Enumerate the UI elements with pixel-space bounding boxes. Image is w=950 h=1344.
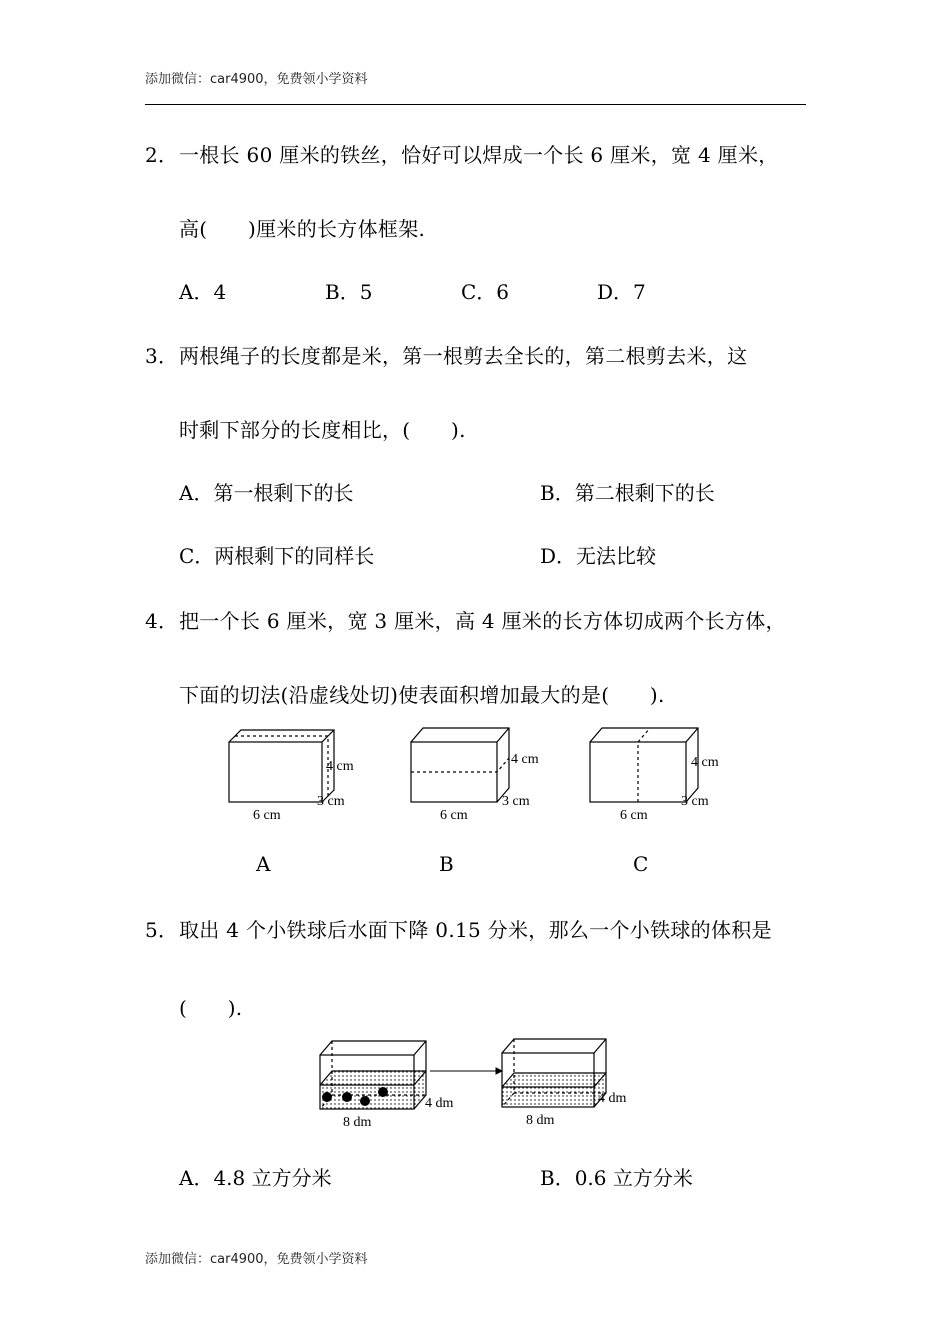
water-tank-figure <box>310 1035 640 1130</box>
question-number: 2． <box>145 143 179 167</box>
tank-after <box>502 1039 606 1107</box>
page-footer: 添加微信：car4900，免费领小学资料 <box>145 1252 368 1267</box>
option-a[interactable]: A．4 <box>179 280 227 304</box>
width-label: 3 cm <box>317 794 345 809</box>
question-text: 两根绳子的长度都是米，第一根剪去全长的，第二根剪去米，这 <box>179 344 748 368</box>
question-3-line2: 时剩下部分的长度相比，( ). <box>179 418 466 442</box>
height-label: 4 cm <box>511 752 539 767</box>
option-d[interactable]: D．无法比较 <box>540 544 657 568</box>
question-number: 3． <box>145 344 179 368</box>
figure-label-b[interactable]: B <box>439 852 454 876</box>
option-b[interactable]: B．第二根剩下的长 <box>540 481 715 505</box>
width-label: 3 cm <box>681 794 709 809</box>
question-3 <box>145 340 747 369</box>
question-text: 一根长 60 厘米的铁丝，恰好可以焊成一个长 6 厘米，宽 4 厘米， <box>179 143 779 167</box>
height-label: 4 dm <box>598 1091 627 1106</box>
option-a[interactable]: A．第一根剩下的长 <box>179 481 354 505</box>
box-c <box>590 728 698 802</box>
box-b <box>411 728 509 802</box>
option-c[interactable]: C．6 <box>461 280 510 304</box>
question-text: 取出 4 个小铁球后水面下降 0.15 分米，那么一个小铁球的体积是 <box>179 918 772 942</box>
question-number: 4． <box>145 609 179 633</box>
question-2 <box>145 139 779 168</box>
length-label: 6 cm <box>440 808 468 823</box>
question-text: 把一个长 6 厘米，宽 3 厘米，高 4 厘米的长方体切成两个长方体， <box>179 609 786 633</box>
question-2-line2: 高( )厘米的长方体框架. <box>179 217 426 241</box>
option-d[interactable]: D．7 <box>597 280 646 304</box>
figure-label-c[interactable]: C <box>633 852 649 876</box>
option-c[interactable]: C．两根剩下的同样长 <box>179 544 375 568</box>
figure-label-a[interactable]: A <box>256 852 271 876</box>
length-label: 8 dm <box>526 1113 555 1128</box>
width-label: 3 cm <box>502 794 530 809</box>
height-label: 4 dm <box>425 1096 454 1111</box>
question-4 <box>145 605 786 634</box>
length-label: 6 cm <box>620 808 648 823</box>
question-number: 5． <box>145 918 179 942</box>
page-header: 添加微信：car4900，免费领小学资料 <box>145 72 368 87</box>
question-5-line2: ( ). <box>179 996 243 1020</box>
height-label: 4 cm <box>326 759 354 774</box>
arrow-icon <box>430 1068 502 1074</box>
option-b[interactable]: B．5 <box>325 280 373 304</box>
header-rule <box>145 104 806 105</box>
length-label: 6 cm <box>253 808 281 823</box>
option-b[interactable]: B．0.6 立方分米 <box>540 1166 693 1190</box>
length-label: 8 dm <box>343 1115 372 1130</box>
tank-before <box>320 1041 426 1109</box>
cuboid-cut-figures <box>210 720 750 830</box>
height-label: 4 cm <box>691 755 719 770</box>
question-5 <box>145 914 772 943</box>
question-4-line2: 下面的切法(沿虚线处切)使表面积增加最大的是( ). <box>179 683 665 707</box>
option-a[interactable]: A．4.8 立方分米 <box>179 1166 332 1190</box>
box-a <box>229 730 334 802</box>
